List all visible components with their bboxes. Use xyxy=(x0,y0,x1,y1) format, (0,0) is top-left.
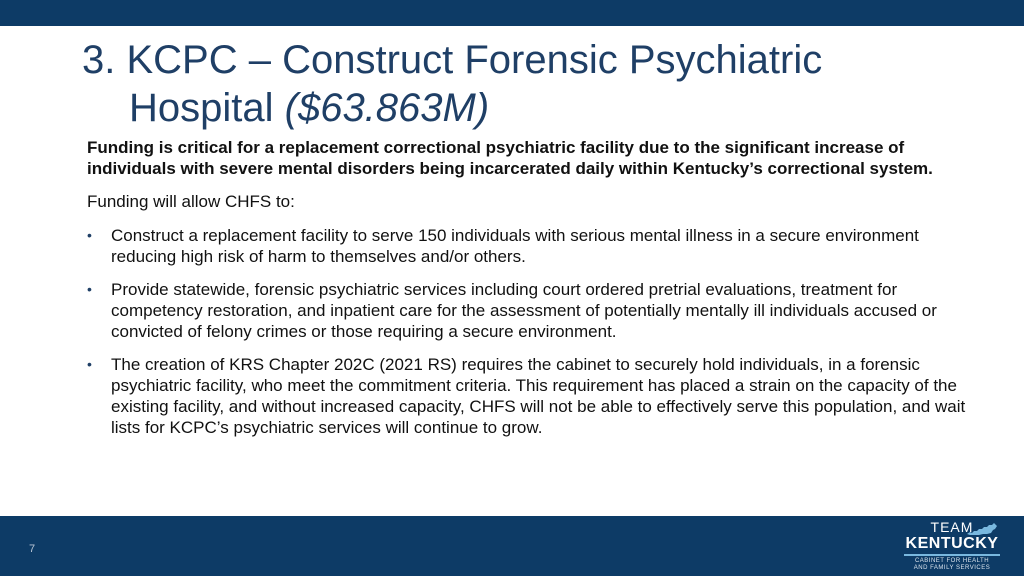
bullet-list xyxy=(87,225,967,438)
intro-paragraph: Funding will allow CHFS to: xyxy=(87,192,295,211)
logo-kentucky-text: KENTUCKY xyxy=(905,535,999,552)
bullet-icon: • xyxy=(87,281,92,297)
bullet-text: Construct a replacement facility to serve 150 individuals with serious mental illness in a secure environment reducing high risk of harm to themselves and/or others. xyxy=(111,226,919,266)
title-line-2 xyxy=(82,84,962,132)
lead-paragraph: Funding is critical for a replacement correctional psychiatric facility due to the significant increase of individuals with severe mental disorders being incarcerated daily within Kentucky’s correctional system. xyxy=(87,138,933,178)
logo-team-text: TEAM xyxy=(930,519,974,535)
bullet-text: Provide statewide, forensic psychiatric services including court ordered pretrial evaluations, treatment for competency restoration, and inpatient care for the assessment of potentially mentally ill individuals accused or convicted of felony crimes or those requiring a secure environment. xyxy=(111,280,937,341)
slide-title xyxy=(82,36,962,132)
logo-cabinet-line-1: CABINET FOR HEALTH xyxy=(914,558,990,564)
bullet-item xyxy=(87,279,967,342)
logo-divider xyxy=(904,554,1000,556)
kentucky-state-icon xyxy=(966,522,998,536)
title-amount: ($63.863M) xyxy=(284,86,490,130)
bullet-item xyxy=(87,225,967,267)
title-line-2-text: Hospital xyxy=(129,86,285,130)
bullet-icon: • xyxy=(87,227,92,243)
page-number: 7 xyxy=(29,543,36,555)
top-banner xyxy=(0,0,1024,26)
bullet-text: The creation of KRS Chapter 202C (2021 RS) requires the cabinet to securely hold individuals, in a forensic psychiatric facility, who meet the commitment criteria. This requirement has placed a strain on the capacity of the existing facility, and without increased capacity, CHFS will not be able to effectively serve this population, and wait lists for KCPC’s psychiatric services will continue to grow. xyxy=(111,355,966,437)
title-line-1: 3. KCPC – Construct Forensic Psychiatric xyxy=(82,38,823,82)
logo-cabinet-line-2: AND FAMILY SERVICES xyxy=(913,565,991,571)
bullet-icon: • xyxy=(87,356,92,372)
team-kentucky-logo xyxy=(900,518,1004,574)
bullet-item xyxy=(87,354,967,438)
slide-body xyxy=(87,137,967,438)
kentucky-state-shape xyxy=(967,523,997,535)
footer-banner xyxy=(0,516,1024,576)
